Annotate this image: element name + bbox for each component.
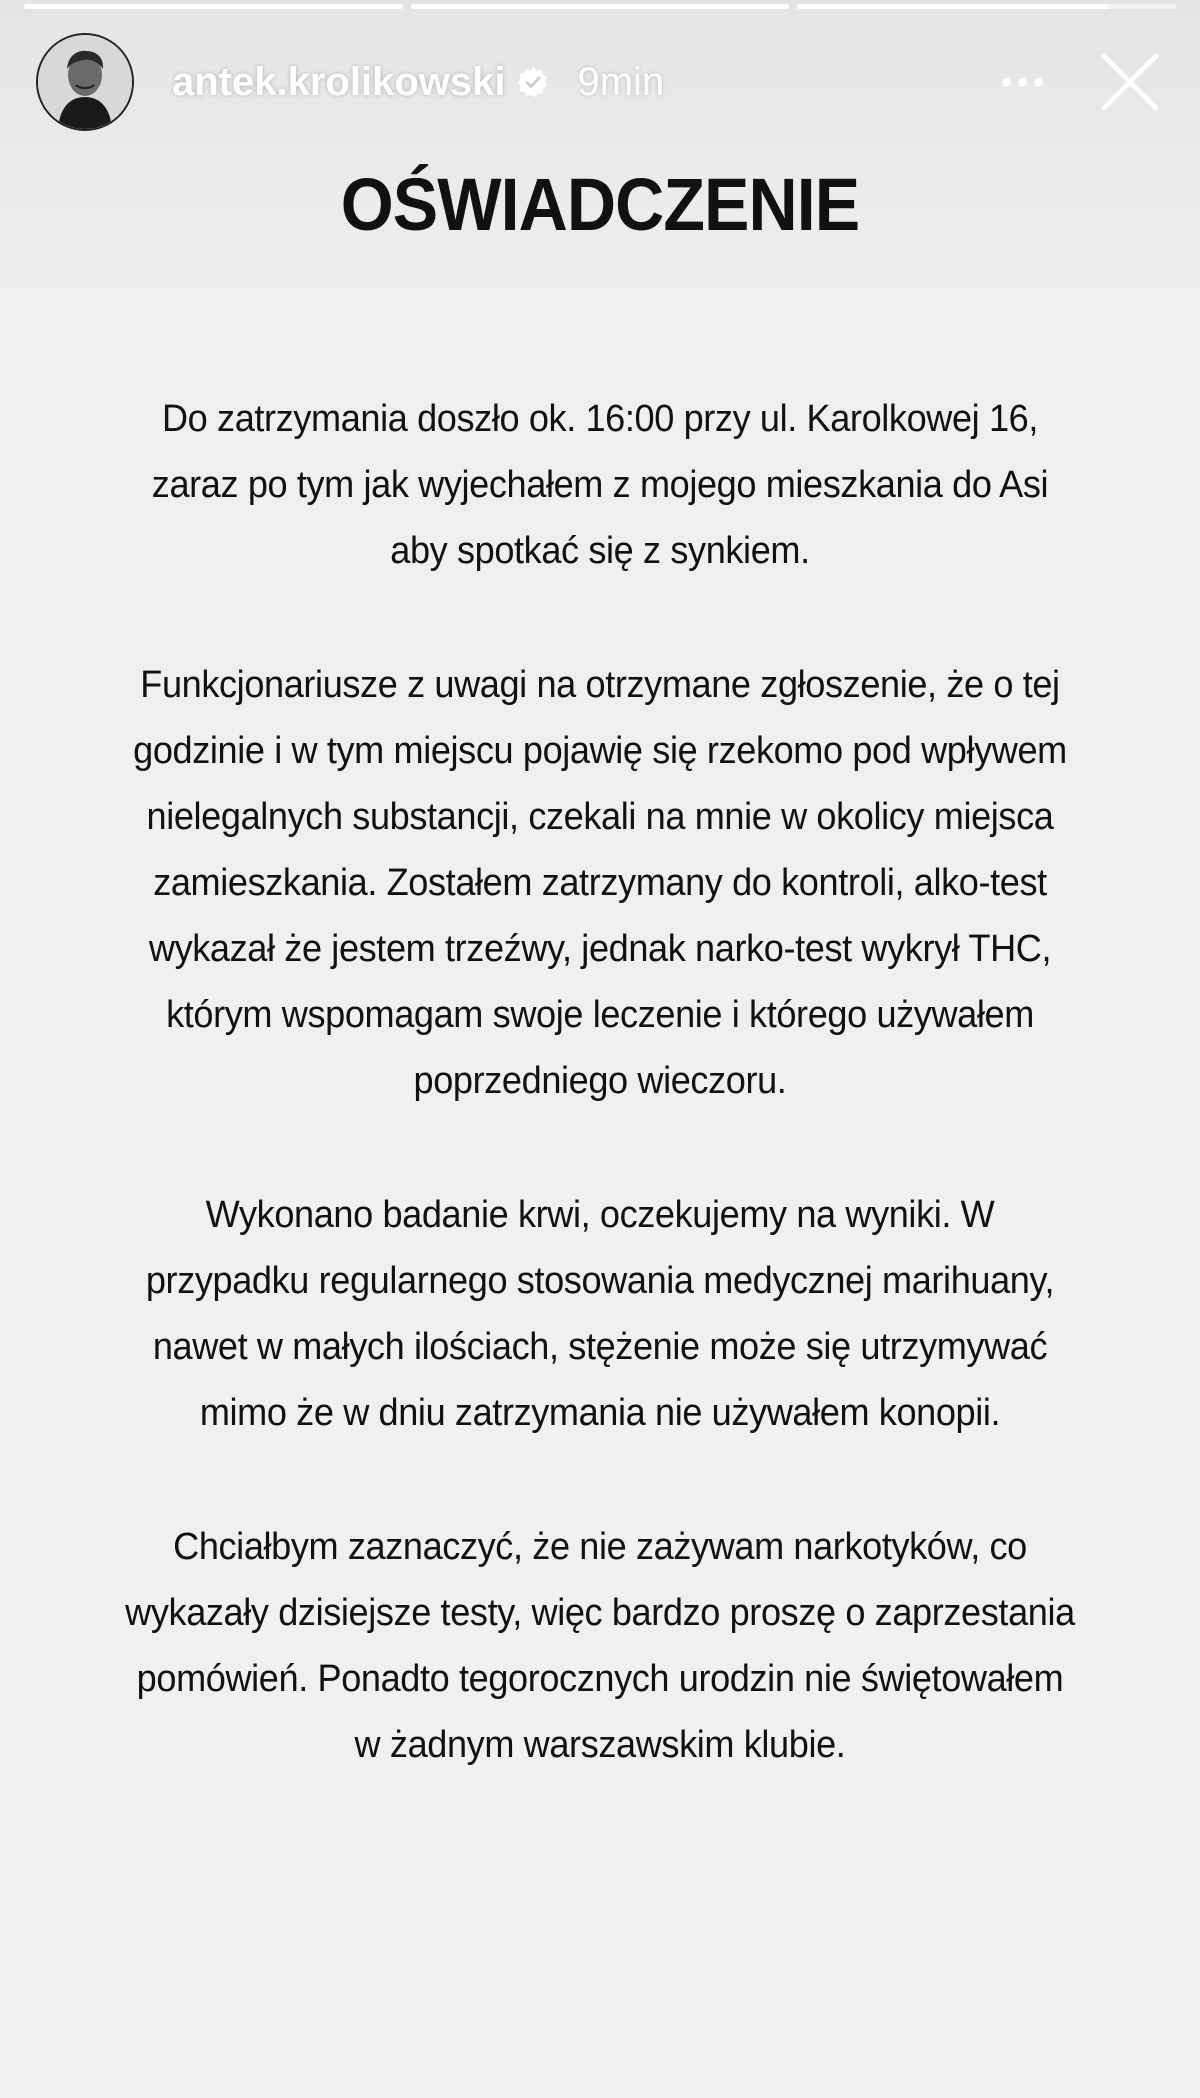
progress-fill [411,4,790,9]
progress-segment [24,4,403,9]
story-timestamp: 9min [577,59,665,104]
more-dots-icon[interactable] [992,62,1052,102]
avatar[interactable] [36,33,134,131]
statement-paragraph: Funkcjonariusze z uwagi na otrzymane zgłoszenie, że o tej godzinie i w tym miejscu pojawię się rzekomo pod wpływem nielegalnych substancji, czekali na mnie w okolicy miejsca zamieszkania. Zostałem zatrzymany do kontroli, alko-test wykazał że jestem trzeźwy, jednak narko-test wykrył THC, którym wspomagam swoje leczenie i którego używałem poprzedniego wieczoru. [133,664,1067,1102]
verified-badge-icon [517,66,549,98]
progress-fill [797,4,1108,9]
user-avatar-icon [38,35,132,129]
dot [1034,78,1043,87]
statement-paragraph: Wykonano badanie krwi, oczekujemy na wyniki. W przypadku regularnego stosowania medycznej marihuany, nawet w małych ilościach, stężenie może się utrzymywać mimo że w dniu zatrzymania nie używałem konopii. [145,1194,1055,1434]
statement-paragraph: Chciałbym zaznaczyć, że nie zażywam narkotyków, co wykazały dzisiejsze testy, więc bardzo proszę o zaprzestania pomówień. Ponadto tegorocznych urodzin nie świętowałem w żadnym warszawskim klubie. [125,1526,1075,1766]
dot [1002,78,1011,87]
progress-fill [24,4,403,9]
statement-title: OŚWIADCZENIE [340,163,860,246]
progress-segment [797,4,1176,9]
dot [1018,78,1027,87]
story-header [36,30,1164,134]
username[interactable]: antek.krolikowski [172,59,506,104]
story-progress-bar [24,4,1176,9]
statement-paragraph: Do zatrzymania doszło ok. 16:00 przy ul. Karolkowej 16, zaraz po tym jak wyjechałem z mojego mieszkania do Asi aby spotkać się z synkiem. [151,398,1049,572]
progress-segment [411,4,790,9]
statement-content [100,150,1100,1778]
close-icon[interactable] [1096,48,1164,116]
